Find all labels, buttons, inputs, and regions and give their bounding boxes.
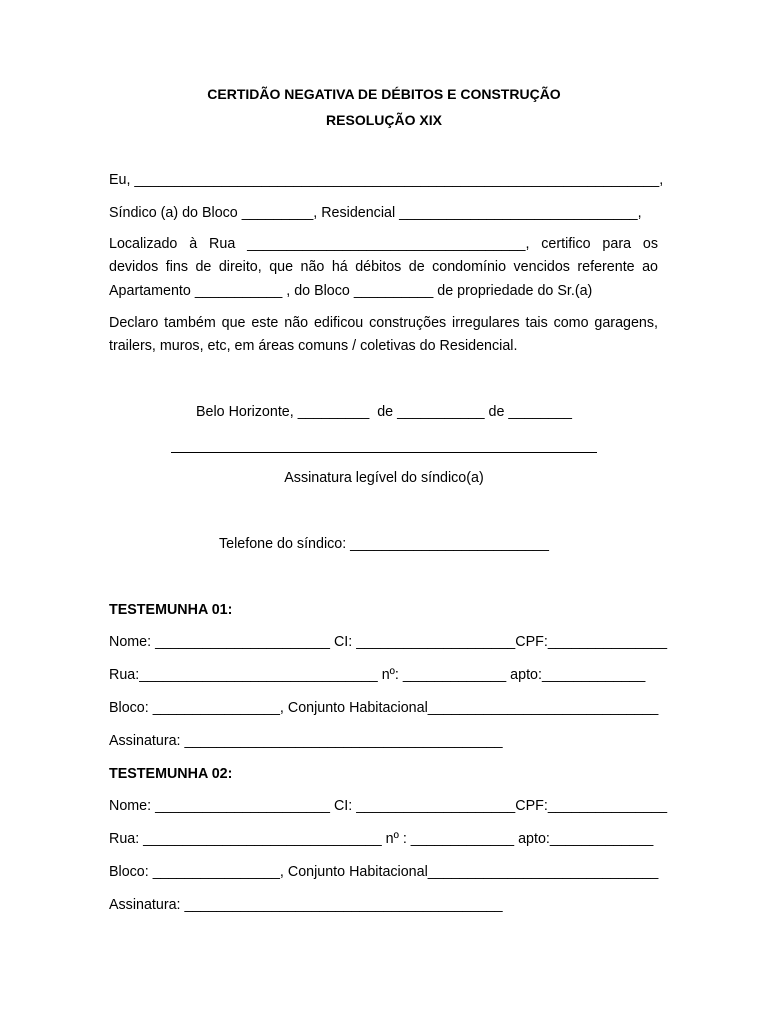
witness2-bloco-line: Bloco: ________________, Conjunto Habitacional_____________________________ xyxy=(109,864,659,880)
witness2-rua-line: Rua: ______________________________ nº : _____________ apto:_____________ xyxy=(109,831,654,847)
witness1-rua-line: Rua:______________________________ nº: _____________ apto:_____________ xyxy=(109,667,646,683)
phone-line: Telefone do síndico: _________________________ xyxy=(219,536,549,552)
localizado-line-3: Apartamento ___________ , do Bloco __________ de propriedade do Sr.(a) xyxy=(109,282,593,299)
signature-label: Assinatura legível do síndico(a) xyxy=(284,470,484,486)
document-subtitle: RESOLUÇÃO XIX xyxy=(326,112,442,128)
witness2-nome-line: Nome: ______________________ CI: ____________________CPF:_______________ xyxy=(109,798,668,814)
witness2-assinatura-line: Assinatura: ________________________________________ xyxy=(109,897,503,913)
localizado-paragraph xyxy=(109,233,658,303)
signature-line xyxy=(171,452,597,453)
witness2-heading: TESTEMUNHA 02: xyxy=(109,766,233,782)
witness1-bloco-line: Bloco: ________________, Conjunto Habitacional_____________________________ xyxy=(109,700,659,716)
declaro-paragraph xyxy=(109,312,658,359)
date-line: Belo Horizonte, _________ de ___________ de ________ xyxy=(195,404,573,420)
document-title: CERTIDÃO NEGATIVA DE DÉBITOS E CONSTRUÇÃO xyxy=(207,86,561,102)
localizado-line-1: Localizado à Rua ___________________________________, certifico para os xyxy=(109,236,658,252)
witness1-heading: TESTEMUNHA 01: xyxy=(109,602,233,618)
declarant-name-line: Eu, __________________________________________________________________, xyxy=(109,172,664,188)
localizado-line-2: devidos fins de direito, que não há débitos de condomínio vencidos referente ao xyxy=(109,259,658,276)
declaro-line-2: trailers, muros, etc, em áreas comuns / coletivas do Residencial. xyxy=(109,338,518,355)
declaro-line-1: Declaro também que este não edificou construções irregulares tais como garagens, xyxy=(109,315,658,331)
witness1-nome-line: Nome: ______________________ CI: ____________________CPF:_______________ xyxy=(109,634,668,650)
witness1-assinatura-line: Assinatura: ________________________________________ xyxy=(109,733,503,749)
sindico-bloco-line: Síndico (a) do Bloco _________, Residencial ______________________________, xyxy=(109,205,642,221)
